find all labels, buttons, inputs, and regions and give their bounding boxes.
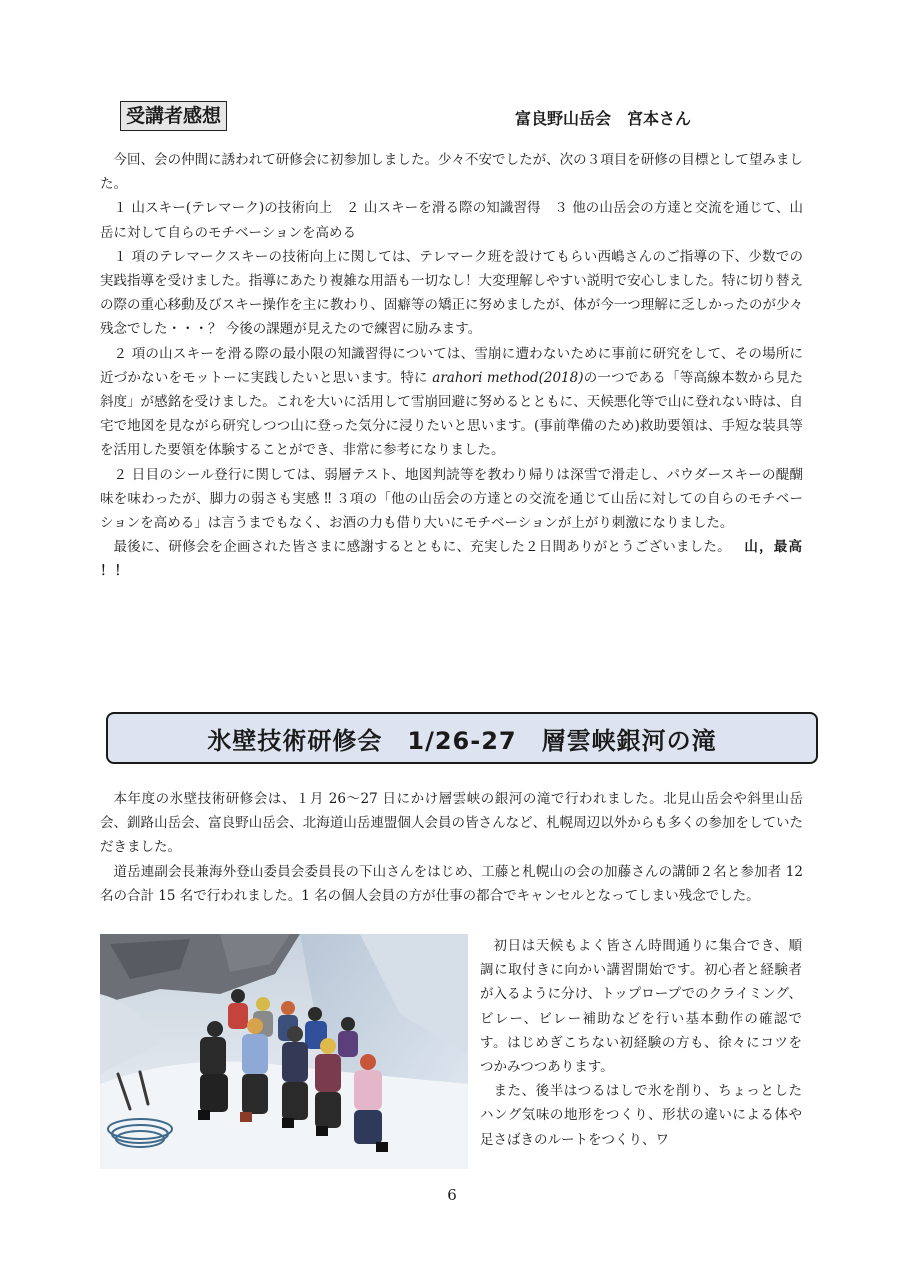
essay-text: の一つである「等高線本数から見た斜度」が感銘を受けました。これを大いに活用して雪崩回避に努めるとともに、天候悪化等で山に登れない時は、自宅で地図を見ながら研究しつつ山に登った気分に浸りたいと思います。(事前準備のため)救助要領は、手短な装具等を活用した要領を体験することができ、非常に参考になりました。: [100, 369, 803, 459]
essay-body: [100, 148, 803, 584]
report-paragraph: 本年度の氷壁技術研修会は、１月 26〜27 日にかけ層雲峡の銀河の滝で行われました。北見山岳会や斜里山岳会、釧路山岳会、富良野山岳会、北海道山岳連盟個人会員の皆さんなど、札幌周辺以外からも多くの参加をしていただきました。: [100, 791, 803, 856]
report-paragraph: また、後半はつるはしで氷を削り、ちょっとしたハング気味の地形をつくり、形状の違いによる体や足さばきのルートをつくり、ワ: [480, 1083, 802, 1148]
photo-side-text: [480, 934, 802, 1152]
report-paragraph: 道岳連副会長兼海外登山委員会委員長の下山さんをはじめ、工藤と札幌山の会の加藤さんの講師２名と参加者 12 名の合計 15 名で行われました。1 名の個人会員の方が仕事の都合でキャンセルとなってしまい残念でした。: [100, 863, 803, 904]
report-body: [100, 787, 803, 908]
essay-paragraph: １ 山スキー(テレマーク)の技術向上 ２ 山スキーを滑る際の知識習得 ３ 他の山岳会の方達と交流を通じて、山岳に対して自らのモチベーションを高める: [100, 200, 803, 241]
essay-paragraph: ２ 日目のシール登行に関しては、弱層テスト、地図判読等を教わり帰りは深雪で滑走し、パウダースキーの醍醐味を味わったが、脚力の弱さも実感 ‼ ３項の「他の山岳会の方達との交流を通じて山岳に対しての自らのモチベーションを高める」は言うまでもなく、お酒の力も借り大いにモチベーションが上がり刺激になりました。: [100, 466, 803, 532]
method-name: arahori method(2018): [432, 369, 584, 386]
essay-paragraph: 今回、会の仲間に誘われて研修会に初参加しました。少々不安でしたが、次の３項目を研修の目標として望みました。: [100, 152, 803, 193]
section-heading: 受講者感想: [120, 101, 227, 131]
closing-text: 最後に、研修会を企画された皆さまに感謝するとともに、充実した２日間ありがとうございました。: [113, 539, 731, 556]
report-paragraph: 初日は天候もよく皆さん時間通りに集合でき、順調に取付きに向かい講習開始です。初心者と経験者が入るように分け、トップロープでのクライミング、ビレー、ビレー補助などを行い基本動作の確認です。はじめぎこちない初経験の方も、徐々にコツをつかみつつあります。: [480, 938, 802, 1076]
group-photo: [100, 934, 468, 1169]
page-number: 6: [447, 1186, 457, 1204]
essay-closing: [100, 535, 803, 583]
author-credit: 富良野山岳会 宮本さん: [515, 109, 692, 128]
closing-emphasis: 山，最高 ！！: [100, 539, 803, 580]
essay-text: ２ 項の山スキーを滑る際の最小限の知識習得については、雪崩に遭わないために事前に研究をして、その場所に近づかないをモットーに実践したいと思います。特に: [100, 345, 803, 386]
section-banner: [106, 712, 818, 764]
essay-header: [120, 101, 720, 133]
banner-title: 氷壁技術研修会 1/26-27 層雲峡銀河の滝: [207, 726, 717, 755]
essay-paragraph: [100, 342, 803, 463]
group-photo-illustration: [100, 934, 468, 1169]
essay-paragraph: １ 項のテレマークスキーの技術向上に関しては、テレマーク班を設けてもらい西嶋さんのご指導の下、少数での実践指導を受けました。指導にあたり複雑な用語も一切なし！大変理解しやすい説明で安心しました。特に切り替えの際の重心移動及びスキー操作を主に教わり、固癖等の矯正に努めましたが、体が今一つ理解に乏しかったのが少々残念でした・・・？ 今後の課題が見えたので練習に励みます。: [100, 248, 803, 338]
